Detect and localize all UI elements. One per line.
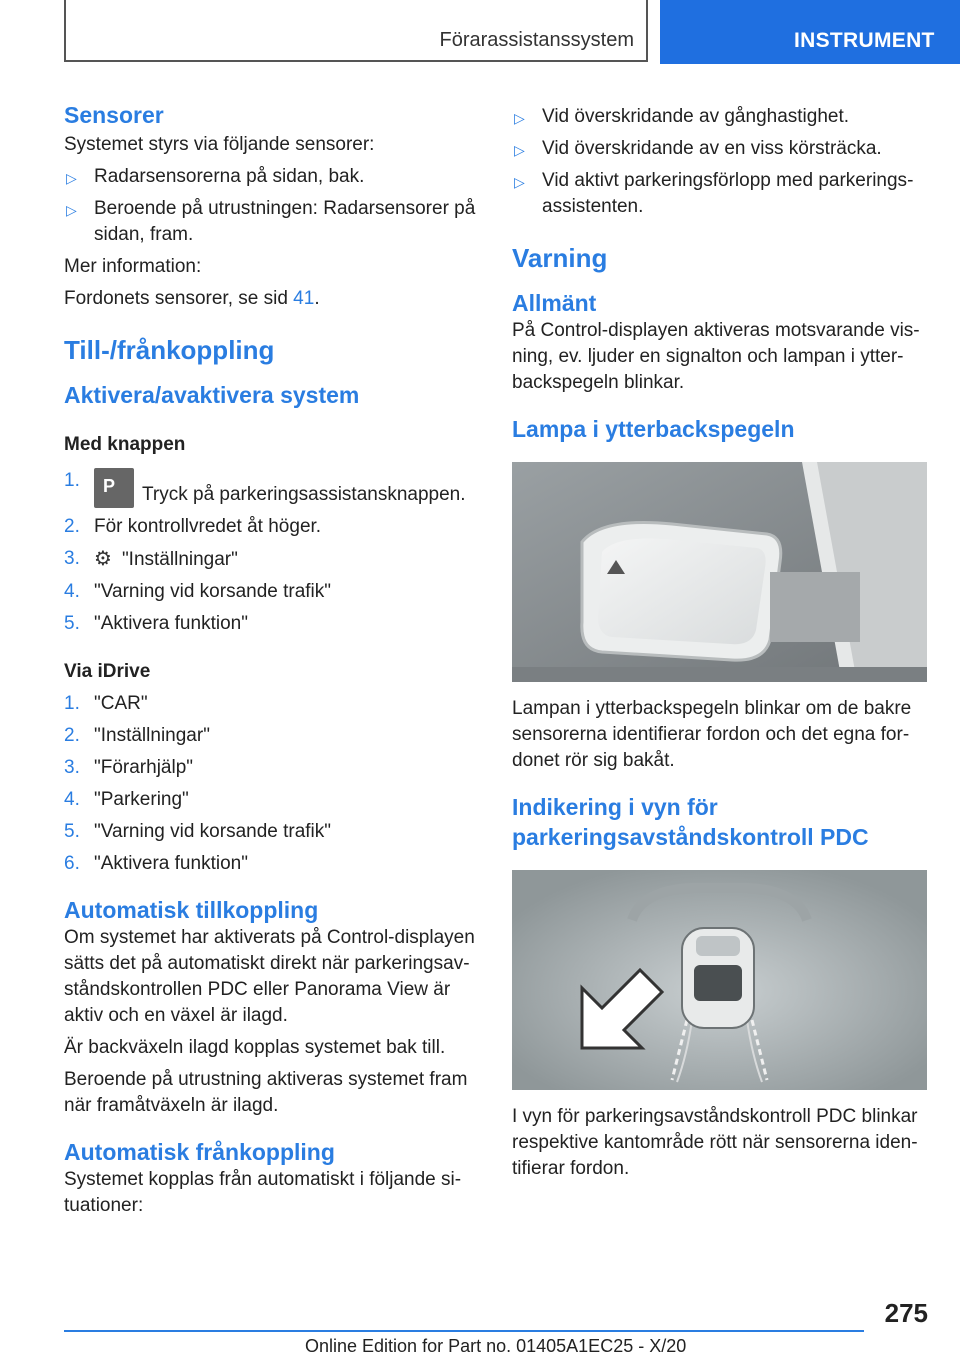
list-item: ▷ Vid överskridande av gånghastighet. [512, 104, 927, 130]
triangle-bullet-icon: ▷ [66, 202, 77, 218]
header-section-title: Förarassistanssystem [439, 29, 634, 51]
heading-lampa-ytterbackspegeln: Lampa i ytterbackspegeln [512, 416, 795, 442]
list-item: 2. "Inställningar" [64, 725, 210, 746]
heading-varning: Varning [512, 243, 608, 273]
list-item: 2. För kontrollvredet åt höger. [64, 516, 322, 537]
list-item: 3. ⚙ "Inställningar" [64, 548, 238, 570]
heading-sensorer: Sensorer [64, 102, 164, 128]
header-tab-instrument[interactable]: INSTRUMENT [660, 0, 960, 64]
heading-till-frankoppling: Till-/frånkoppling [64, 335, 275, 365]
gear-icon: ⚙ [94, 548, 112, 570]
fordonets-sensorer-ref: Fordonets sensorer, se sid 41. [64, 288, 320, 309]
auto-till-para-3: Beroende på utrustning aktiveras systemet fram när framåtväxeln är ilagd. [64, 1069, 468, 1116]
footer-rule [64, 1330, 864, 1332]
pdc-view-illustration [512, 870, 927, 1090]
idrive-steps [64, 691, 479, 877]
lampa-caption: Lampan i ytterbackspegeln blinkar om de bakre sensorerna identifierar fordon och det egna fordonet rör sig bakåt. [512, 698, 912, 771]
label-via-idrive: Via iDrive [64, 661, 151, 682]
list-item: ▷ Vid aktivt parkeringsförlopp med parkeringsassistenten. [514, 170, 914, 217]
list-item: 1. P Tryck på parkeringsassistansknappen. [64, 468, 479, 508]
mirror-illustration [512, 462, 927, 682]
list-item: 1. "CAR" [64, 693, 148, 714]
auto-till-para-1: Om systemet har aktiverats på Control-displayen sätts det på automatiskt direkt när parkeringsavståndskontrollen PDC eller Panorama View är aktiv och en växel är ilagd. [64, 927, 475, 1026]
knappen-steps [64, 468, 479, 637]
label-med-knappen: Med knappen [64, 434, 186, 455]
indikering-caption: I vyn för parkeringsavståndskontroll PDC blinkar respektive kantområde rött när sensorerna identifierar fordon. [512, 1106, 918, 1179]
page-number: 275 [884, 1298, 928, 1328]
list-item: 5. "Varning vid korsande trafik" [64, 821, 332, 842]
header-section-box [64, 0, 648, 62]
sensor-list [64, 164, 479, 248]
auto-fran-para-1: Systemet kopplas från automatiskt i följande situationer: [64, 1169, 462, 1216]
triangle-bullet-icon: ▷ [514, 110, 525, 126]
list-item: 4. "Parkering" [64, 789, 189, 810]
parking-assist-button-icon: P [94, 468, 134, 508]
left-column [64, 100, 479, 1219]
auto-till-para-2: Är backväxeln ilagd kopplas systemet bak till. [64, 1037, 446, 1058]
sensorer-intro: Systemet styrs via följande sensorer: [64, 134, 375, 155]
list-item: 6. "Aktivera funktion" [64, 853, 248, 874]
list-item: 5. "Aktivera funktion" [64, 613, 248, 634]
triangle-bullet-icon: ▷ [514, 142, 525, 158]
right-column [512, 100, 927, 1182]
list-item: 4. "Varning vid korsande trafik" [64, 581, 332, 602]
triangle-bullet-icon: ▷ [514, 174, 525, 190]
heading-aktivera-system: Aktivera/avaktivera system [64, 382, 360, 408]
page-link-41[interactable]: 41 [293, 288, 315, 309]
more-info-label: Mer information: [64, 256, 202, 277]
footer-edition: Online Edition for Part no. 01405A1EC25 - X/20 [305, 1336, 687, 1356]
allmant-para: På Control-displayen aktiveras motsvarande visning, ev. ljuder en signalton och lampan i ytterbackspegeln blinkar. [512, 320, 920, 393]
heading-allmant: Allmänt [512, 290, 597, 316]
list-item: ▷ Vid överskridande av en viss körsträcka. [512, 136, 927, 162]
triangle-bullet-icon: ▷ [66, 170, 77, 186]
heading-indikering-pdc: Indikering i vyn för parkeringsavståndskontroll PDC [512, 794, 869, 850]
list-item: ▷ Beroende på utrustningen: Radarsensorer på sidan, fram. [66, 198, 476, 245]
auto-fran-list [512, 104, 927, 220]
heading-automatisk-frankoppling: Automatisk frånkoppling [64, 1139, 335, 1165]
heading-automatisk-tillkoppling: Automatisk tillkoppling [64, 897, 319, 923]
list-item: 3. "Förarhjälp" [64, 757, 194, 778]
list-item: ▷ Radarsensorerna på sidan, bak. [64, 164, 479, 190]
